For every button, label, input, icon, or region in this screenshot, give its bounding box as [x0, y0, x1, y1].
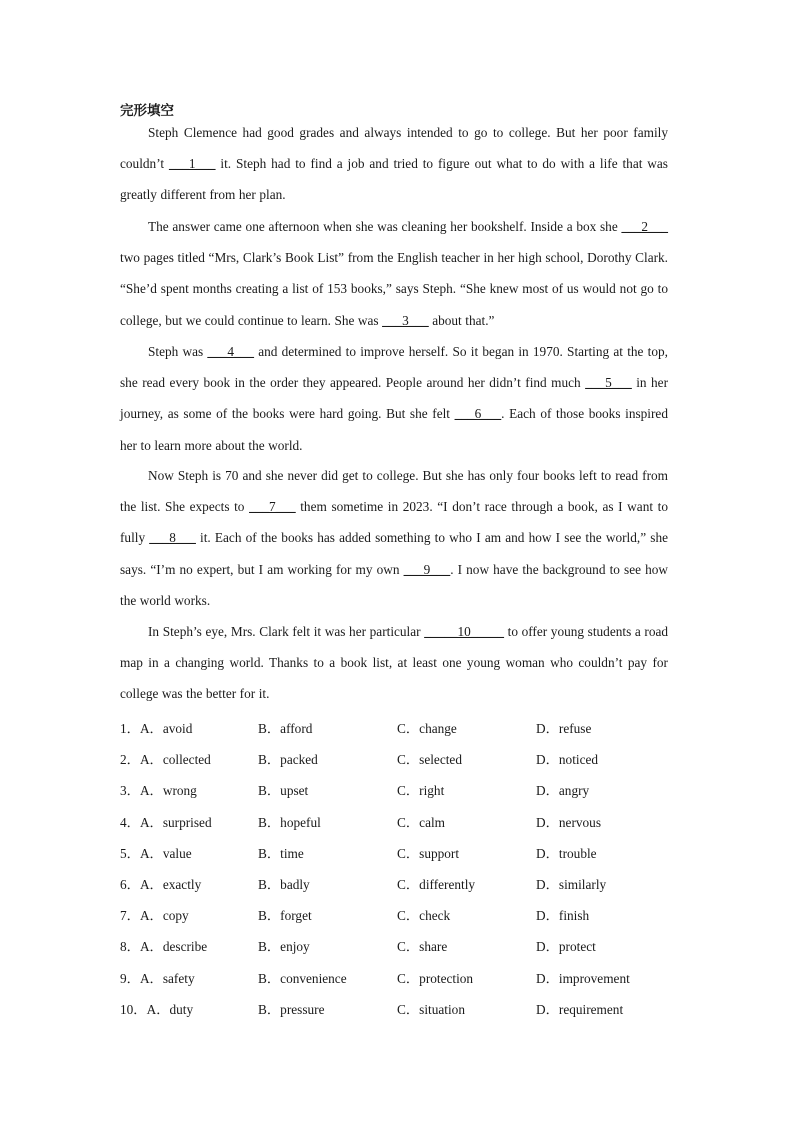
passage-paragraph-2	[120, 211, 668, 336]
blank-7: ___7___	[249, 499, 296, 515]
passage-text: In Steph’s eye, Mrs. Clark felt it was her particular	[148, 624, 425, 639]
passage-text: Now Steph is 70 and she never did get to college. But she has only four books left to read from the list. She expects to	[120, 468, 668, 515]
question-row	[120, 900, 680, 931]
option-b: B．packed	[258, 752, 318, 768]
passage-text: it. Each of the books has added something to who I am and how I see the world,” she says. “I’m no expert, but I am working for my own	[120, 530, 668, 577]
option-a: 2．A．collected	[120, 752, 211, 768]
passage-paragraph-3	[120, 336, 668, 461]
option-d: D．requirement	[536, 1001, 624, 1017]
section-title: 完形填空	[120, 103, 174, 119]
option-b: B．convenience	[258, 970, 347, 986]
question-row	[120, 994, 680, 1025]
option-a: 5．A．value	[120, 845, 192, 861]
option-d: D．refuse	[536, 721, 592, 736]
blank-9: ___9___	[403, 561, 451, 577]
option-b: B．enjoy	[258, 939, 310, 955]
blank-8: ___8___	[149, 530, 196, 546]
option-c: C．check	[397, 908, 451, 924]
blank-4: ___4___	[207, 344, 254, 359]
option-d: D．trouble	[536, 845, 597, 861]
option-d: D．improvement	[536, 970, 630, 986]
option-b: B．badly	[258, 876, 310, 892]
option-c: C．protection	[397, 970, 474, 986]
option-d: D．similarly	[536, 876, 607, 892]
option-c: C．differently	[397, 876, 476, 892]
option-b: B．time	[258, 845, 304, 861]
passage-text: it. Steph had to find a job and tried to figure out what to do with a life that was greatly different from her plan.	[120, 156, 668, 203]
option-c: C．calm	[397, 814, 446, 830]
option-c: C．right	[397, 783, 445, 799]
option-a: 9．A．safety	[120, 970, 195, 986]
option-c: C．selected	[397, 752, 462, 768]
option-a: 6．A．exactly	[120, 876, 202, 892]
question-row	[120, 838, 680, 869]
passage-text: two pages titled “Mrs, Clark’s Book List” from the English teacher in her high school, Dorothy Clark. “She’d spent months creating a list of 153 books,” says Steph. “She knew most of us would not go to college, but we could continue to learn. She was	[120, 250, 668, 328]
option-a: 4．A．surprised	[120, 814, 212, 830]
passage-paragraph-5	[120, 616, 668, 710]
question-row	[120, 744, 680, 775]
option-b: B．upset	[258, 783, 309, 799]
question-row	[120, 713, 680, 744]
option-d: D．finish	[536, 908, 590, 924]
option-d: D．nervous	[536, 814, 601, 830]
question-row	[120, 963, 680, 994]
passage-text: Steph was	[148, 344, 208, 359]
question-row	[120, 869, 680, 900]
option-a: 7．A．copy	[120, 908, 189, 924]
option-a: 1．A．avoid	[120, 721, 193, 736]
passage-paragraph-1	[120, 117, 668, 211]
blank-10: _____10_____	[424, 624, 504, 639]
option-b: B．pressure	[258, 1001, 325, 1017]
question-row	[120, 807, 680, 838]
question-row	[120, 775, 680, 806]
option-b: B．hopeful	[258, 814, 321, 830]
option-d: D．protect	[536, 939, 596, 955]
option-a: 10．A．duty	[120, 1001, 194, 1017]
passage-text: . Each of those books inspired her to learn more about the world.	[120, 406, 668, 453]
option-d: D．noticed	[536, 752, 599, 768]
blank-1: ___1___	[168, 156, 216, 172]
passage-text: to offer young students a road map in a changing world. Thanks to a book list, at least one young woman who couldn’t pay for college was the better for it.	[120, 624, 669, 702]
blank-5: ___5___	[585, 375, 632, 391]
question-row	[120, 931, 680, 962]
option-c: C．change	[397, 721, 457, 736]
option-a: 3．A．wrong	[120, 783, 197, 799]
option-c: C．share	[397, 939, 448, 955]
passage-text: Steph Clemence had good grades and always intended to go to college. But her poor family couldn’t	[120, 125, 668, 172]
passage-paragraph-4	[120, 460, 668, 616]
passage-text: and determined to improve herself. So it began in 1970. Starting at the top, she read every book in the order they appeared. People around her didn’t find much	[120, 344, 668, 391]
passage-text: about that.”	[428, 312, 495, 328]
option-c: C．support	[397, 845, 460, 861]
passage-text: . I now have the background to see how the world works.	[120, 561, 668, 608]
blank-3: ___3___	[382, 312, 429, 328]
option-c: C．situation	[397, 1001, 465, 1017]
passage-text: The answer came one afternoon when she was cleaning her bookshelf. Inside a box she	[148, 219, 622, 234]
option-d: D．angry	[536, 783, 590, 799]
option-a: 8．A．describe	[120, 939, 208, 955]
blank-2: ___2___	[621, 219, 668, 234]
answer-options	[120, 713, 680, 1025]
blank-6: ___6___	[454, 406, 502, 422]
option-b: B．forget	[258, 908, 312, 924]
passage-text: them sometime in 2023. “I don’t race through a book, as I want to fully	[120, 499, 668, 546]
option-b: B．afford	[258, 721, 313, 736]
passage-text: in her journey, as some of the books were hard going. But she felt	[120, 375, 668, 422]
